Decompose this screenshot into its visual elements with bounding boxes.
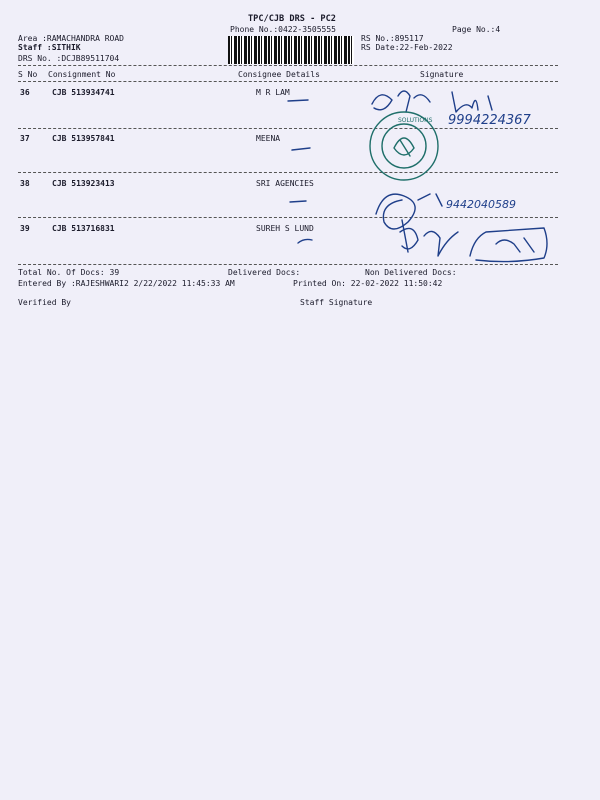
row-consignee: SRI AGENCIES (256, 179, 314, 188)
row-sno: 36 (20, 88, 30, 97)
printed-on: Printed On: 22-02-2022 11:50:42 (293, 279, 443, 288)
handwritten-phone: 9442040589 (446, 198, 516, 211)
row-consignment: CJB 513957841 (52, 134, 115, 143)
row-sno: 39 (20, 224, 30, 233)
row-consignment: CJB 513716831 (52, 224, 115, 233)
stamp-text: SOLUTIONS (398, 117, 433, 124)
row-consignment: CJB 513934741 (52, 88, 115, 97)
delivered-docs: Delivered Docs: (228, 268, 301, 277)
staff-label: Staff :SITHIK (18, 43, 81, 52)
signature-row-39 (400, 220, 547, 262)
tick-mark (298, 239, 312, 243)
row-consignment: CJB 513923413 (52, 179, 115, 188)
col-sno: S No (18, 70, 38, 79)
non-delivered-docs: Non Delivered Docs: (365, 268, 457, 277)
entered-by: Entered By :RAJESHWARI2 2/22/2022 11:45:33 AM (18, 279, 235, 288)
phone-number: Phone No.:0422-3505555 (230, 25, 336, 34)
tick-mark (290, 201, 306, 202)
row-sno: 38 (20, 179, 30, 188)
signature-row-38 (376, 194, 516, 229)
page-number: Page No.:4 (452, 25, 501, 34)
row-sno: 37 (20, 134, 30, 143)
tick-mark (292, 148, 310, 150)
staff-signature: Staff Signature (300, 298, 373, 307)
signature-row-36 (372, 91, 531, 128)
row-consignee: M R LAM (256, 88, 290, 97)
col-signature: Signature (420, 70, 464, 79)
rs-number: RS No.:895117 (361, 34, 424, 43)
col-consignment: Consignment No (48, 70, 116, 79)
total-docs: Total No. Of Docs: 39 (18, 268, 120, 277)
tick-mark (288, 100, 308, 101)
drs-number: DRS No. :DCJB89511704 (18, 54, 120, 63)
verified-by: Verified By (18, 298, 71, 307)
signatures-overlay (0, 0, 600, 320)
rs-date: RS Date:22-Feb-2022 (361, 43, 453, 52)
handwritten-phone: 9994224367 (448, 113, 531, 128)
company-stamp (370, 112, 438, 180)
col-consignee: Consignee Details (238, 70, 320, 79)
row-consignee: MEENA (256, 134, 281, 143)
document-title: TPC/CJB DRS - PC2 (248, 14, 336, 24)
row-consignee: SUREH S LUND (256, 224, 314, 233)
area-label: Area :RAMACHANDRA ROAD (18, 34, 124, 43)
